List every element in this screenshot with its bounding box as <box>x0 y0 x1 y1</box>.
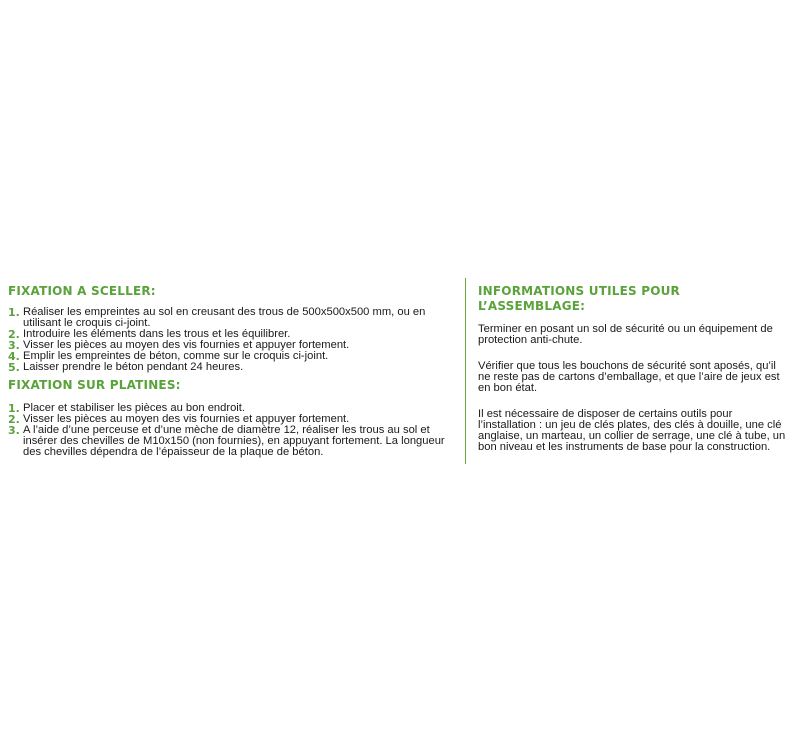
section-title-fixation-sur-platines: FIXATION SUR PLATINES: <box>8 378 181 392</box>
fixation-sur-platines-steps <box>8 403 458 458</box>
step-number: 1. <box>8 402 20 415</box>
step-text: Emplir les empreintes de béton, comme sur le croquis ci-joint. <box>23 350 329 362</box>
fixation-a-sceller-steps <box>8 307 458 373</box>
step-number: 2. <box>8 413 20 426</box>
step-number: 4. <box>8 350 20 363</box>
step-number: 1. <box>8 306 20 319</box>
step-text: Visser les pièces au moyen des vis fournies et appuyer fortement. <box>23 339 350 351</box>
column-divider <box>465 278 466 464</box>
info-paragraph: Il est nécessaire de disposer de certains outils pour l’installation : un jeu de clés plates, des clés à douille, une clé anglaise, un marteau, un collier de serrage, une clé à tube, un bon niveau et les instruments de base pour la construction. <box>478 408 786 453</box>
section-title-informations-utiles: INFORMATIONS UTILES POUR L’ASSEMBLAGE: <box>478 284 680 313</box>
section-title-fixation-a-sceller: FIXATION A SCELLER: <box>8 284 156 298</box>
info-paragraph: Terminer en posant un sol de sécurité ou un équipement de protection anti-chute. <box>478 323 773 346</box>
step-text: Visser les pièces au moyen des vis fournies et appuyer fortement. <box>23 413 350 425</box>
step-number: 2. <box>8 328 20 341</box>
step-number: 3. <box>8 424 20 437</box>
step-number: 3. <box>8 339 20 352</box>
list-item <box>8 425 458 458</box>
step-text: Introduire les éléments dans les trous et les équilibrer. <box>23 328 291 340</box>
step-text: Réaliser les empreintes au sol en creusant des trous de 500x500x500 mm, ou en utilisant le croquis ci-joint. <box>23 306 426 329</box>
list-item <box>8 362 458 373</box>
list-item <box>8 307 458 329</box>
step-text: A l’aide d’une perceuse et d’une mèche de diamètre 12, réaliser les trous au sol et insérer des chevilles de M10x150 (non fournies), en appuyant fortement. La longueur des chevilles dépendra de l’épaisseur de la plaque de béton. <box>23 424 445 458</box>
info-paragraph: Vérifier que tous les bouchons de sécurité sont aposés, qu’il ne reste pas de cartons d’emballage, et que l’aire de jeux est en bon état. <box>478 360 780 394</box>
left-column <box>8 284 458 458</box>
step-number: 5. <box>8 361 20 374</box>
step-text: Placer et stabiliser les pièces au bon endroit. <box>23 402 246 414</box>
step-text: Laisser prendre le béton pendant 24 heures. <box>23 361 244 373</box>
right-column <box>478 284 790 453</box>
